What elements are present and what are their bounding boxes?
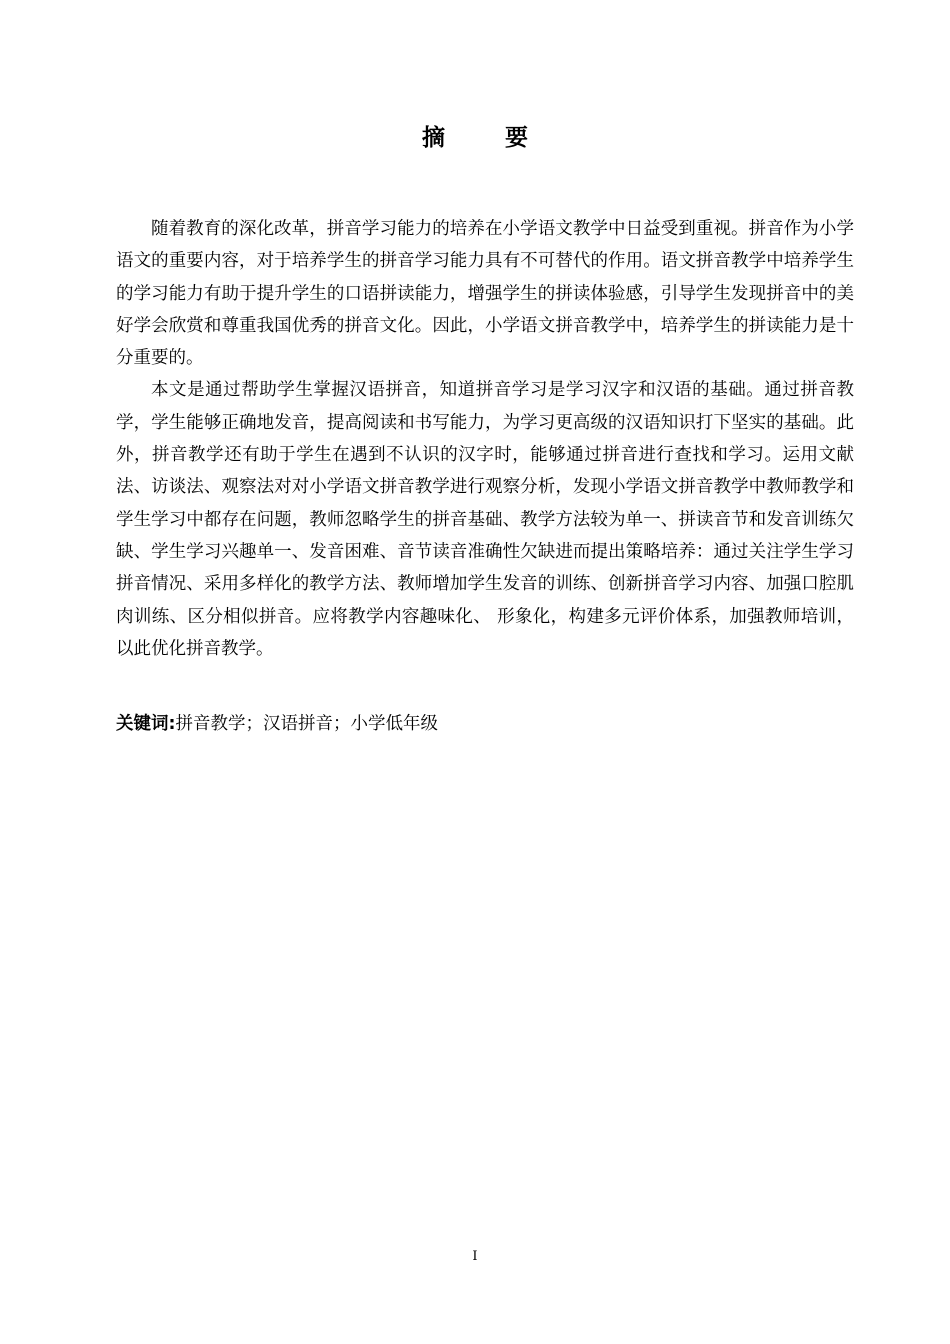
keywords-line — [116, 707, 854, 741]
keywords-value: 拼音教学；汉语拼音；小学低年级 — [175, 714, 438, 734]
keywords-label: 关键词: — [116, 714, 176, 734]
page-title: 摘 要 — [421, 125, 554, 151]
abstract-body — [116, 213, 854, 665]
page-number: I — [472, 1249, 478, 1264]
abstract-paragraph-1: 随着教育的深化改革，拼音学习能力的培养在小学语文教学中日益受到重视。拼音作为小学语文的重要内容，对于培养学生的拼音学习能力具有不可替代的作用。语文拼音教学中培养学生的学习能力有助于提升学生的口语拼读能力，增强学生的拼读体验感，引导学生发现拼音中的美好学会欣赏和尊重我国优秀的拼音文化。因此，小学语文拼音教学中，培养学生的拼读能力是十分重要的。 — [116, 219, 854, 369]
abstract-paragraph-2: 本文是通过帮助学生掌握汉语拼音，知道拼音学习是学习汉字和汉语的基础。通过拼音教学，学生能够正确地发音，提高阅读和书写能力，为学习更高级的汉语知识打下坚实的基础。此外，拼音教学还有助于学生在遇到不认识的汉字时，能够通过拼音进行查找和学习。运用文献法、访谈法、观察法对对小学语文拼音教学进行观察分析，发现小学语文拼音教学中教师教学和学生学习中都存在问题，教师忽略学生的拼音基础、教学方法较为单一、拼读音节和发音训练欠缺、学生学习兴趣单一、发音困难、音节读音准确性欠缺进而提出策略培养：通过关注学生学习拼音情况、采用多样化的教学方法、教师增加学生发音的训练、创新拼音学习内容、加强口腔肌肉训练、区分相似拼音。应将教学内容趣味化、 形象化，构建多元评价体系，加强教师培训，以此优化拼音教学。 — [116, 380, 854, 659]
